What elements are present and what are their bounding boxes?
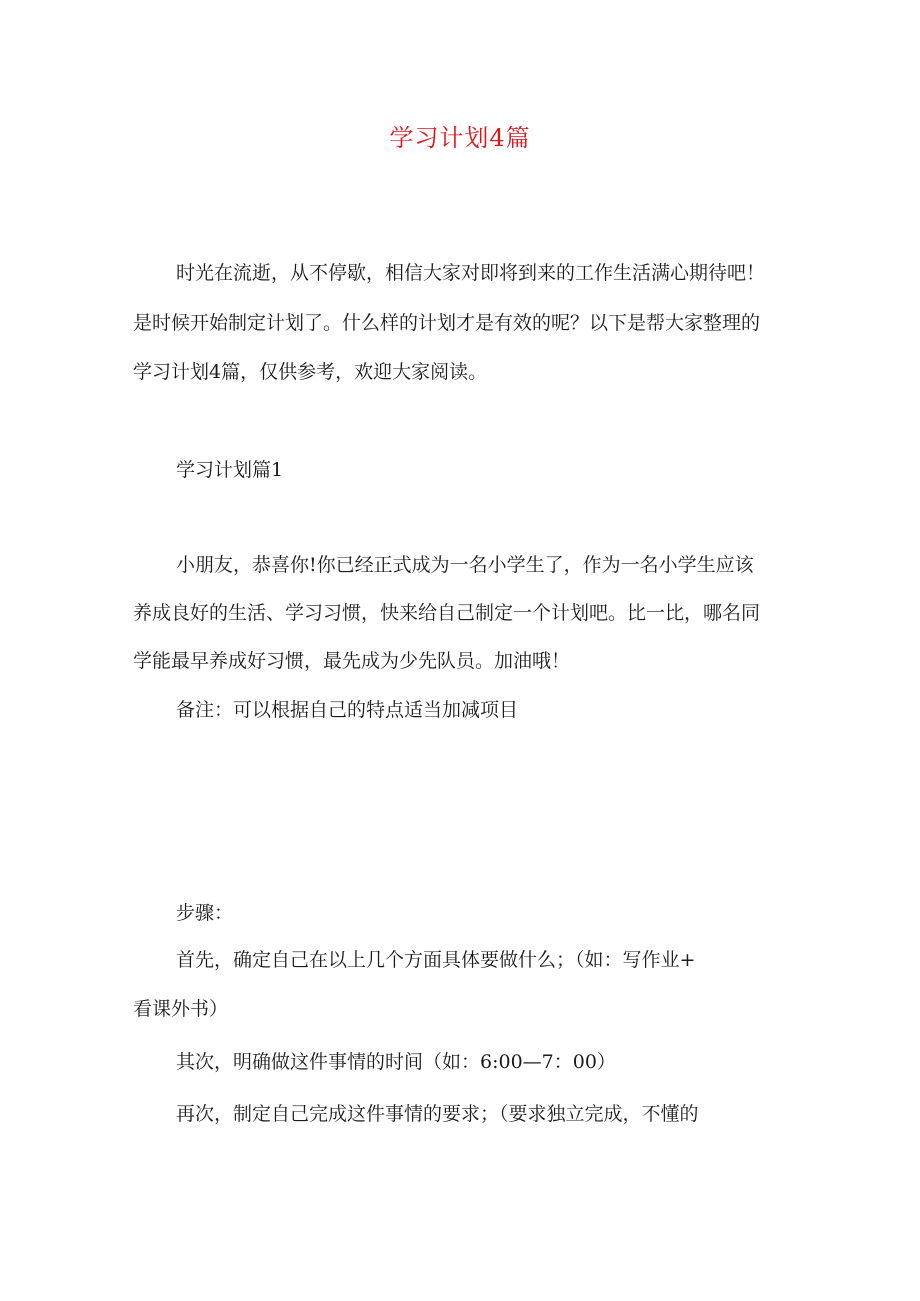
document-title: 学习计划4篇 xyxy=(389,124,531,152)
step-1-line-2: 看课外书） xyxy=(133,998,229,1020)
body-line-3: 学能最早养成好习惯，最先成为少先队员。加油哦！ xyxy=(133,650,571,672)
steps-label: 步骤： xyxy=(176,902,234,924)
step-2-line: 其次，明确做这件事情的时间（如：6:00—7：00） xyxy=(176,1051,616,1073)
note-line: 备注：可以根据自己的特点适当加减项目 xyxy=(176,699,519,721)
intro-line-2: 是时候开始制定计划了。什么样的计划才是有效的呢？以下是帮大家整理的 xyxy=(133,312,761,334)
body-line-1: 小朋友，恭喜你!你已经正式成为一名小学生了，作为一名小学生应该 xyxy=(176,554,754,576)
intro-line-3: 学习计划4篇，仅供参考，欢迎大家阅读。 xyxy=(133,361,488,383)
step-3-line: 再次，制定自己完成这件事情的要求；（要求独立完成，不懂的 xyxy=(176,1103,699,1125)
intro-line-1: 时光在流逝，从不停歇，相信大家对即将到来的工作生活满心期待吧！ xyxy=(176,262,766,284)
section-heading: 学习计划篇1 xyxy=(176,459,284,481)
step-1-line-1: 首先，确定自己在以上几个方面具体要做什么；（如：写作业+ xyxy=(176,949,696,971)
body-line-2: 养成良好的生活、学习习惯，快来给自己制定一个计划吧。比一比，哪名同 xyxy=(133,602,761,624)
